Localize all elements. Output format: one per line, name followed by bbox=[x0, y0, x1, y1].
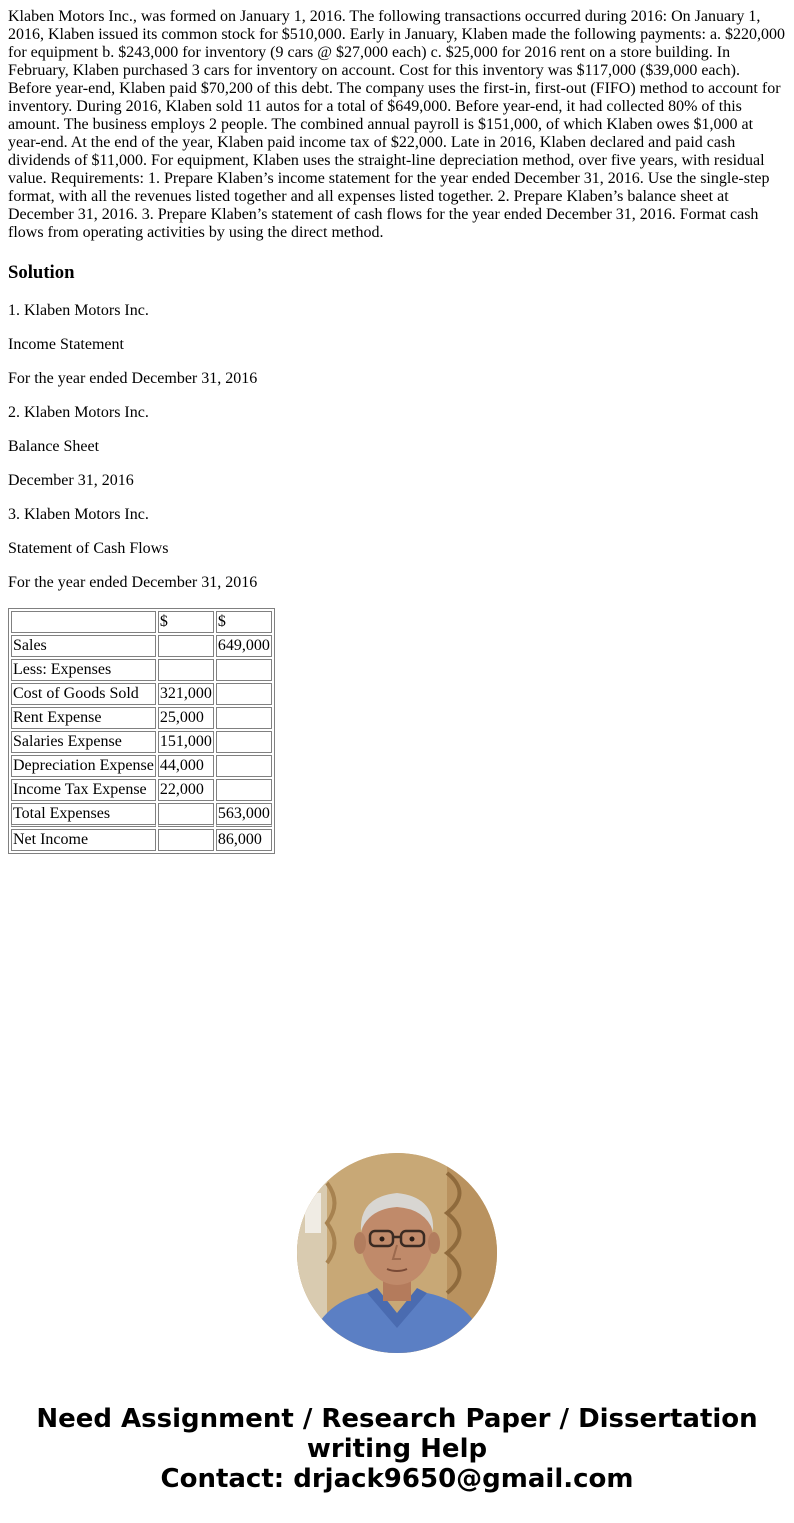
header-cell-total: $ bbox=[216, 611, 272, 633]
table-header-row bbox=[11, 611, 272, 633]
row-detail bbox=[158, 659, 214, 681]
avatar-portrait-image bbox=[297, 1153, 497, 1353]
balance-sheet-title: Balance Sheet bbox=[8, 438, 100, 455]
row-total: 563,000 bbox=[216, 803, 272, 827]
table-row bbox=[11, 779, 272, 801]
row-label: Sales bbox=[11, 635, 156, 657]
avatar bbox=[297, 1153, 497, 1353]
row-total bbox=[216, 659, 272, 681]
row-detail: 25,000 bbox=[158, 707, 214, 729]
row-label: Depreciation Expense bbox=[11, 755, 156, 777]
table-row-total-expenses bbox=[11, 803, 272, 827]
page-content bbox=[8, 0, 786, 854]
balance-sheet-date: December 31, 2016 bbox=[8, 472, 134, 489]
table-row-net-income bbox=[11, 829, 272, 851]
table-row bbox=[11, 659, 272, 681]
income-statement-title: Income Statement bbox=[8, 336, 124, 353]
table-row bbox=[11, 755, 272, 777]
cash-flows-title: Statement of Cash Flows bbox=[8, 540, 169, 557]
row-total bbox=[216, 683, 272, 705]
promo-line-2: writing Help bbox=[306, 1434, 488, 1464]
row-total bbox=[216, 779, 272, 801]
header-cell-label bbox=[11, 611, 156, 633]
income-statement-table bbox=[8, 608, 275, 854]
row-detail bbox=[158, 635, 214, 657]
problem-statement: Klaben Motors Inc., was formed on January 1, 2016. The following transactions occurred during 2016: On January 1, 2016, Klaben issued its common stock for $510,000. Early in January, Klaben made the following payments: a. $220,000 for equipment b. $243,000 for inventory (9 cars @ $27,000 each) c. $25,000 for 2016 rent on a store building. In February, Klaben purchased 3 cars for inventory on account. Cost for this inventory was $117,000 ($39,000 each). Before year-end, Klaben paid $70,200 of this debt. The company uses the first-in, first-out (FIFO) method to account for inventory. During 2016, Klaben sold 11 autos for a total of $649,000. Before year-end, it had collected 80% of this amount. The business employs 2 people. The combined annual payroll is $151,000, of which Klaben owes $1,000 at year-end. At the end of the year, Klaben paid income tax of $22,000. Late in 2016, Klaben declared and paid cash dividends of $11,000. For equipment, Klaben uses the straight-line depreciation method, over five years, with residual value. Requirements: 1. Prepare Klaben’s income statement for the year ended December 31, 2016. Use the single-step format, with all the revenues listed together and all expenses listed together. 2. Prepare Klaben’s balance sheet at December 31, 2016. 3. Prepare Klaben’s statement of cash flows for the year ended December 31, 2016. Format cash flows from operating activities by using the direct method. bbox=[8, 8, 786, 241]
row-label: Net Income bbox=[11, 829, 156, 851]
row-total: 649,000 bbox=[216, 635, 272, 657]
income-statement-company: 1. Klaben Motors Inc. bbox=[8, 302, 149, 319]
row-label: Cost of Goods Sold bbox=[11, 683, 156, 705]
row-label: Less: Expenses bbox=[11, 659, 156, 681]
table-row bbox=[11, 683, 272, 705]
row-detail: 321,000 bbox=[158, 683, 214, 705]
row-total bbox=[216, 707, 272, 729]
promo-contact-line: Contact: drjack9650@gmail.com bbox=[160, 1464, 634, 1494]
row-detail bbox=[158, 803, 214, 827]
row-detail: 151,000 bbox=[158, 731, 214, 753]
solution-heading: Solution bbox=[8, 262, 75, 283]
row-label: Income Tax Expense bbox=[11, 779, 156, 801]
row-total bbox=[216, 755, 272, 777]
cash-flows-company: 3. Klaben Motors Inc. bbox=[8, 506, 149, 523]
row-label: Salaries Expense bbox=[11, 731, 156, 753]
income-statement-period: For the year ended December 31, 2016 bbox=[8, 370, 258, 387]
row-total: 86,000 bbox=[216, 829, 272, 851]
promo-banner bbox=[0, 1404, 794, 1494]
header-cell-detail: $ bbox=[158, 611, 214, 633]
balance-sheet-company: 2. Klaben Motors Inc. bbox=[8, 404, 149, 421]
table-row bbox=[11, 635, 272, 657]
row-detail: 22,000 bbox=[158, 779, 214, 801]
row-total bbox=[216, 731, 272, 753]
row-detail: 44,000 bbox=[158, 755, 214, 777]
row-label: Total Expenses bbox=[11, 803, 156, 827]
cash-flows-period: For the year ended December 31, 2016 bbox=[8, 574, 258, 591]
promo-line-1: Need Assignment / Research Paper / Dissertation bbox=[36, 1404, 758, 1434]
row-label: Rent Expense bbox=[11, 707, 156, 729]
row-detail bbox=[158, 829, 214, 851]
table-row bbox=[11, 731, 272, 753]
table-row bbox=[11, 707, 272, 729]
